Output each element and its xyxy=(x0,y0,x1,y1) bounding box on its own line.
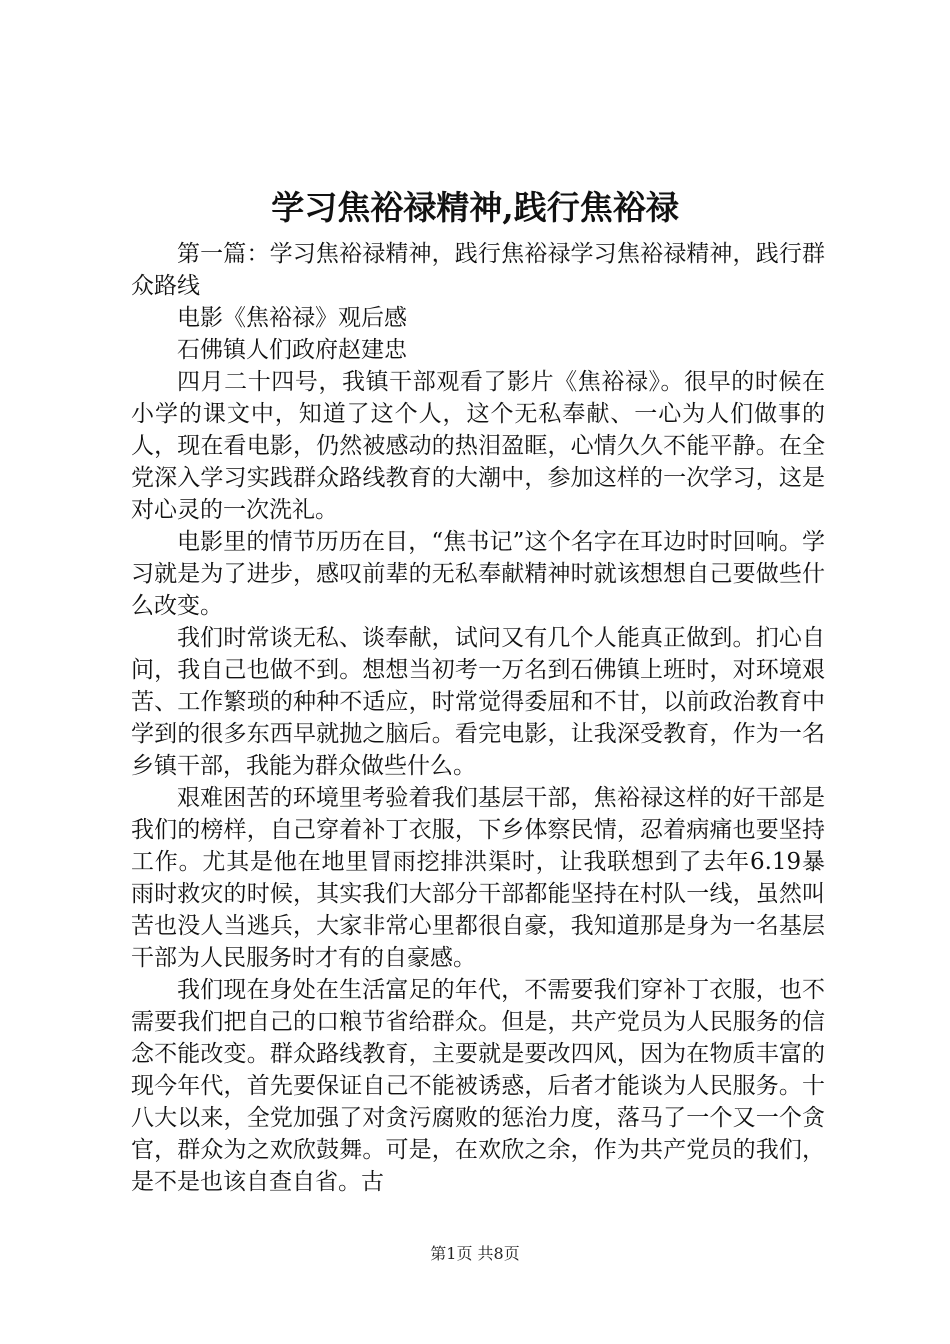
page-number-footer: 第1页 共8页 xyxy=(430,1244,520,1263)
document-body xyxy=(131,238,825,1198)
body-paragraph: 我们时常谈无私、谈奉献，试问又有几个人能真正做到。扪心自问，我自己也做不到。想想当初考一万名到石佛镇上班时，对环境艰苦、工作繁琐的种种不适应，时常觉得委屈和不甘，以前政治教育中学到的很多东西早就抛之脑后。看完电影，让我深受教育，作为一名乡镇干部，我能为群众做些什么。 xyxy=(131,625,825,779)
paragraph-subtitle: 电影《焦裕禄》观后感 xyxy=(177,305,407,331)
body-paragraph: 艰难困苦的环境里考验着我们基层干部，焦裕禄这样的好干部是我们的榜样，自己穿着补丁衣服，下乡体察民情，忍着病痛也要坚持工作。尤其是他在地里冒雨挖排洪渠时，让我联想到了去年6.19暴雨时救灾的时候，其实我们大部分干部都能坚持在村队一线，虽然叫苦也没人当逃兵，大家非常心里都很自豪，我知道那是身为一名基层干部为人民服务时才有的自豪感。 xyxy=(131,785,825,971)
body-paragraph: 电影里的情节历历在目，“焦书记”这个名字在耳边时时回响。学习就是为了进步，感叹前辈的无私奉献精神时就该想想自己要做些什么改变。 xyxy=(131,529,825,619)
body-paragraph: 四月二十四号，我镇干部观看了影片《焦裕禄》。很早的时候在小学的课文中，知道了这个人，这个无私奉献、一心为人们做事的人，现在看电影，仍然被感动的热泪盈眶，心情久久不能平静。在全党深入学习实践群众路线教育的大潮中，参加这样的一次学习，这是对心灵的一次洗礼。 xyxy=(131,369,825,523)
paragraph-author: 石佛镇人们政府赵建忠 xyxy=(177,337,407,363)
paragraph-series-heading: 第一篇：学习焦裕禄精神，践行焦裕禄学习焦裕禄精神，践行群众路线 xyxy=(131,241,825,299)
document-title: 学习焦裕禄精神,践行焦裕禄 xyxy=(271,188,679,227)
body-paragraph: 我们现在身处在生活富足的年代，不需要我们穿补丁衣服，也不需要我们把自己的口粮节省给群众。但是，共产党员为人民服务的信念不能改变。群众路线教育，主要就是要改四风，因为在物质丰富的现今年代，首先要保证自己不能被诱惑，后者才能谈为人民服务。十八大以来，全党加强了对贪污腐败的惩治力度，落马了一个又一个贪官，群众为之欢欣鼓舞。可是，在欢欣之余，作为共产党员的我们，是不是也该自查自省。古 xyxy=(131,977,825,1195)
